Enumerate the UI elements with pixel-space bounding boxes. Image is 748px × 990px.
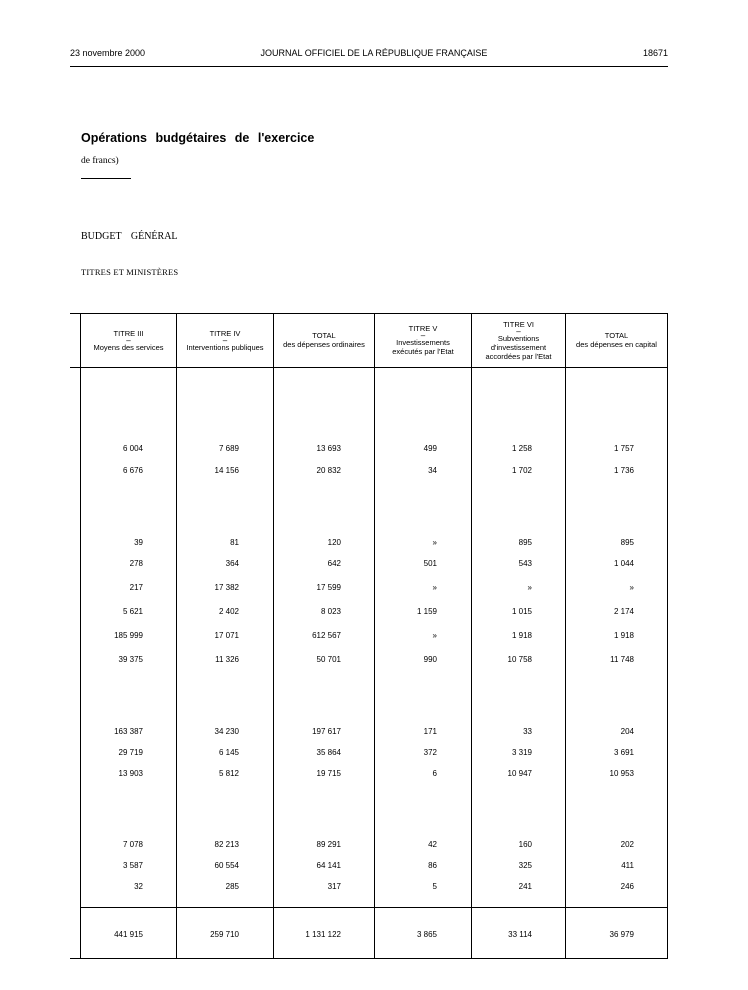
table-cell: 543: [518, 559, 532, 568]
column-rule: [273, 313, 274, 959]
column-header-title: TOTAL: [604, 331, 629, 340]
table-cell: 411: [621, 861, 634, 870]
table-cell: »: [629, 583, 634, 592]
table-cell: 10 758: [507, 655, 532, 664]
table-cell: 8 023: [320, 607, 341, 616]
total-cell: 259 710: [210, 930, 239, 939]
table-cell: 42: [428, 840, 437, 849]
table-cell: 64 141: [316, 861, 341, 870]
table-cell: 17 382: [214, 583, 239, 592]
column-header-dash: –: [516, 326, 521, 336]
table-cell: 6 676: [122, 466, 143, 475]
table-cell: 895: [518, 538, 532, 547]
table-cell: 1 159: [416, 607, 437, 616]
subsection-heading: TITRES ET MINISTÈRES: [81, 267, 179, 277]
column-rule: [80, 313, 81, 959]
table-cell: 50 701: [316, 655, 341, 664]
column-header-subtitle: des dépenses ordinaires: [283, 340, 365, 349]
table-cell: 185 999: [114, 631, 143, 640]
header-page-number: 18671: [642, 48, 668, 58]
section-heading: BUDGET GÉNÉRAL: [81, 231, 178, 242]
table-cell: 39: [134, 538, 143, 547]
table-cell: 86: [428, 861, 437, 870]
column-header-subtitle: Subventions d'investissement accordées par l'Etat: [485, 333, 552, 361]
table-cell: 34: [428, 466, 437, 475]
table-cell: 13 903: [118, 769, 143, 778]
table-cell: 11 748: [610, 655, 634, 664]
table-cell: 612 567: [312, 631, 341, 640]
table-cell: 3 319: [511, 748, 532, 757]
header-journal-title: JOURNAL OFFICIEL DE LA RÉPUBLIQUE FRANÇAISE: [260, 48, 488, 58]
column-header-total-capital: [566, 313, 667, 367]
table-cell: 6 004: [122, 444, 143, 453]
table-cell: 7 689: [218, 444, 239, 453]
table-cell: »: [432, 583, 437, 592]
column-header-title: TITRE III: [113, 328, 144, 338]
table-cell: 204: [620, 727, 634, 736]
table-cell: 1 044: [613, 559, 634, 568]
table-cell: 120: [327, 538, 341, 547]
column-header-dash: –: [222, 335, 228, 345]
column-rule: [176, 313, 177, 959]
table-cell: 317: [327, 882, 341, 891]
table-cell: 895: [620, 538, 634, 547]
table-cell: 32: [134, 882, 143, 891]
table-cell: 34 230: [214, 727, 239, 736]
table-cell: 202: [620, 840, 634, 849]
column-header-titre-iii: [81, 313, 176, 367]
table-cell: 19 715: [316, 769, 341, 778]
table-cell: 35 864: [316, 748, 341, 757]
column-header-subtitle: Interventions publiques: [186, 342, 264, 352]
subtitle-rule: [81, 178, 131, 179]
table-cell: 1 757: [613, 444, 634, 453]
table-cell: 2 402: [218, 607, 239, 616]
table-cell: 372: [423, 748, 437, 757]
column-header-title: TITRE V: [408, 324, 438, 333]
table-cell: 171: [423, 727, 437, 736]
table-cell: 10 947: [507, 769, 532, 778]
column-header-subtitle: Moyens des services: [93, 342, 164, 352]
table-cell: 990: [423, 655, 437, 664]
table-cell: 11 326: [215, 655, 239, 664]
table-cell: 1 015: [511, 607, 532, 616]
table-cell: 5: [432, 882, 437, 891]
total-cell: 3 865: [416, 930, 437, 939]
table-cell: 246: [620, 882, 634, 891]
total-cell: 36 979: [609, 930, 634, 939]
column-rule: [374, 313, 375, 959]
column-header-dash: –: [420, 331, 426, 340]
column-header-title: TOTAL: [312, 331, 336, 340]
table-cell: 6 145: [218, 748, 239, 757]
table-cell: 163 387: [114, 727, 143, 736]
column-rule: [667, 313, 668, 959]
table-cell: 501: [423, 559, 437, 568]
table-cell: »: [432, 631, 437, 640]
table-cell: 241: [518, 882, 532, 891]
document-title: Opérations budgétaires de l'exercice: [81, 131, 315, 145]
table-cell: 6: [432, 769, 437, 778]
table-cell: 285: [225, 882, 239, 891]
table-cell: 499: [423, 444, 437, 453]
table-cell: 7 078: [122, 840, 143, 849]
table-cell: 278: [129, 559, 143, 568]
table-cell: 217: [129, 583, 143, 592]
table-header-rule: [70, 367, 668, 368]
table-cell: 1 702: [511, 466, 532, 475]
table-cell: 1 736: [613, 466, 634, 475]
table-cell: 89 291: [316, 840, 341, 849]
table-cell: 39 375: [118, 655, 143, 664]
total-cell: 33 114: [508, 930, 532, 939]
table-cell: 17 071: [214, 631, 239, 640]
document-subtitle: de francs): [81, 156, 119, 166]
column-header-subtitle: Investissements exécutés par l'Etat: [392, 338, 454, 356]
table-cell: 14 156: [214, 466, 239, 475]
table-cell: 10 953: [609, 769, 634, 778]
table-cell: 60 554: [214, 861, 239, 870]
total-cell: 1 131 122: [305, 930, 341, 939]
table-cell: »: [432, 538, 437, 547]
table-cell: 2 174: [613, 607, 634, 616]
table-cell: 364: [225, 559, 239, 568]
column-header-title: TITRE VI: [503, 319, 534, 329]
column-header-titre-vi: [472, 313, 565, 367]
table-cell: 5 812: [218, 769, 239, 778]
table-bottom-rule: [70, 958, 668, 959]
header-date: 23 novembre 2000: [70, 48, 146, 58]
table-cell: 29 719: [118, 748, 143, 757]
table-cell: 197 617: [312, 727, 341, 736]
table-cell: 33: [523, 727, 532, 736]
table-cell: 82 213: [214, 840, 239, 849]
table-cell: »: [527, 583, 532, 592]
column-header-titre-iv: [177, 313, 273, 367]
table-cell: 160: [518, 840, 532, 849]
table-cell: 1 918: [613, 631, 634, 640]
table-cell: 3 691: [613, 748, 634, 757]
column-rule: [565, 313, 566, 959]
table-cell: 1 918: [511, 631, 532, 640]
total-cell: 441 915: [114, 930, 143, 939]
table-cell: 642: [327, 559, 341, 568]
column-header-title: TITRE IV: [209, 328, 241, 338]
column-header-subtitle: des dépenses en capital: [576, 340, 657, 349]
column-header-titre-v: [375, 313, 471, 367]
column-header-total-ordinaires: [274, 313, 374, 367]
table-cell: 81: [230, 538, 239, 547]
table-cell: 325: [518, 861, 532, 870]
table-cell: 1 258: [511, 444, 532, 453]
column-header-dash: –: [126, 335, 131, 345]
table-cell: 5 621: [122, 607, 143, 616]
header-rule: [70, 66, 668, 67]
table-cell: 13 693: [316, 444, 341, 453]
table-cell: 17 599: [316, 583, 341, 592]
table-cell: 3 587: [122, 861, 143, 870]
table-cell: 20 832: [316, 466, 341, 475]
